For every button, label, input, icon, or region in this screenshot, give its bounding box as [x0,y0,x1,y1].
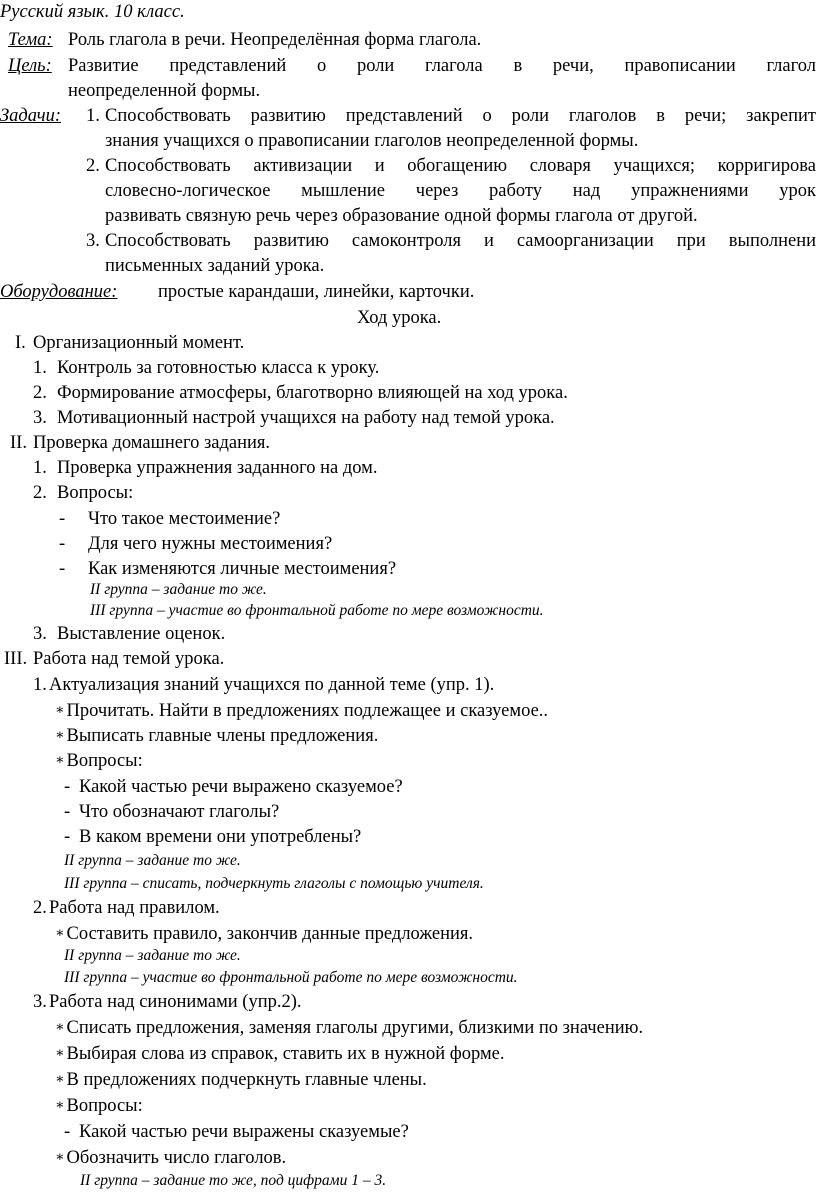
bullet-icon: ∗ [55,926,65,941]
bullet-icon: ∗ [55,1098,65,1113]
s3-p3-bullet-3: В предложениях подчеркнуть главные члены. [66,1070,427,1090]
s3-p3-title: Работа над синонимами (упр.2). [49,992,302,1012]
bullet-icon: ∗ [55,728,65,743]
dash-icon: - [64,802,71,822]
s3-p1-question-1: Какой частью речи выражено сказуемое? [79,777,403,797]
s3-p3-bullet-last: Обозначить число глаголов. [66,1148,287,1168]
task-2-line-1: Способствовать активизации и обогащению словаря учащихся; корригирова [105,156,816,176]
s3-p2-num: 2. [33,898,47,918]
s3-p2-note-1: II группа – задание то же. [64,947,241,964]
s1-item-3-text: Мотивационный настрой учащихся на работу над темой урока. [57,408,555,428]
bullet-icon: ∗ [55,1020,65,1035]
s3-p1-title: Актуализация знаний учащихся по данной теме (упр. 1). [49,675,495,695]
s3-p1-num: 1. [33,675,47,695]
s2-item-2-num: 2. [33,483,47,503]
section-1-num: I. [15,333,26,353]
s1-item-3-num: 3. [33,408,47,428]
s3-p2-bullet-1: Составить правило, закончив данные предложения. [66,924,474,944]
tasks-label: Задачи: [0,106,62,126]
s3-p1-question-2: Что обозначают глаголы? [79,802,280,822]
s3-p3-bullet-4: Вопросы: [66,1096,143,1116]
dash-icon: - [64,1122,71,1142]
s2-question-2: Для чего нужны местоимения? [88,534,333,554]
s2-item-1-text: Проверка упражнения заданного на дом. [57,458,378,478]
task-1-line-2: знания учащихся о правописании глаголов неопределенной формы. [105,131,639,151]
theme-label: Тема: [8,30,53,50]
section-2-title: Проверка домашнего задания. [33,433,271,453]
s3-p2-note-2: III группа – участие во фронтальной работе по мере возможности. [64,969,518,986]
s3-p1-bullet-2: Выписать главные члены предложения. [66,726,379,746]
bullet-icon: ∗ [55,1150,65,1165]
s3-p1-question-3: В каком времени они употреблены? [79,827,362,847]
s3-p3-question-1: Какой частью речи выражены сказуемые? [79,1122,409,1142]
task-2-num: 2. [86,156,100,176]
bullet-icon: ∗ [55,1072,65,1087]
section-3-title: Работа над темой урока. [33,649,225,669]
task-1-num: 1. [86,106,100,126]
s3-p3-bullet-2: Выбирая слова из справок, ставить их в нужной форме. [66,1044,505,1064]
s2-question-1: Что такое местоимение? [88,509,281,529]
s3-p1-note-1: II группа – задание то же. [64,852,241,869]
dash-icon: - [64,777,71,797]
bullet-icon: ∗ [55,703,65,718]
course-title: Русский язык. 10 класс. [0,2,185,22]
s2-question-3: Как изменяются личные местоимения? [88,559,397,579]
s2-item-3-num: 3. [33,624,47,644]
section-2-num: II. [10,433,27,453]
s1-item-2-text: Формирование атмосферы, благотворно влияющей на ход урока. [57,383,568,403]
s2-note-1: II группа – задание то же. [90,581,267,598]
task-3-num: 3. [86,231,100,251]
task-3-line-2: письменных заданий урока. [105,256,325,276]
s1-item-1-text: Контроль за готовностью класса к уроку. [57,358,380,378]
bullet-icon: ∗ [55,753,65,768]
dash-icon: - [64,827,71,847]
s2-item-1-num: 1. [33,458,47,478]
s3-p3-bullet-1: Списать предложения, заменяя глаголы другими, близкими по значению. [66,1018,644,1038]
s2-item-3-text: Выставление оценок. [57,624,226,644]
task-1-line-1: Способствовать развитию представлений о роли глаголов в речи; закрепит [105,106,816,126]
goal-line-1: Развитие представлений о роли глагола в речи, правописании глагол [68,56,816,76]
s3-p3-note-1: II группа – задание то же, под цифрами 1 – 3. [80,1172,387,1189]
s3-p3-num: 3. [33,992,47,1012]
section-3-num: III. [4,649,28,669]
equipment-text: простые карандаши, линейки, карточки. [158,282,475,302]
s1-item-2-num: 2. [33,383,47,403]
s1-item-1-num: 1. [33,358,47,378]
s3-p1-note-2: III группа – списать, подчеркнуть глаголы с помощью учителя. [64,875,484,892]
s3-p1-bullet-1: Прочитать. Найти в предложениях подлежащее и сказуемое.. [66,701,549,721]
s3-p2-title: Работа над правилом. [49,898,220,918]
equipment-label: Оборудование: [0,282,118,302]
s2-note-2: III группа – участие во фронтальной работе по мере возможности. [90,602,544,619]
section-1-title: Организационный момент. [33,333,245,353]
lesson-title: Ход урока. [357,308,442,328]
dash-icon: - [59,509,66,529]
theme-text: Роль глагола в речи. Неопределённая форма глагола. [68,30,482,50]
s3-p1-bullet-3: Вопросы: [66,751,143,771]
task-2-line-2: словесно-логическое мышление через работу над упражнениями урок [105,181,816,201]
dash-icon: - [59,534,66,554]
s2-item-2-text: Вопросы: [57,483,134,503]
bullet-icon: ∗ [55,1046,65,1061]
goal-line-2: неопределенной формы. [68,81,261,101]
task-2-line-3: развивать связную речь через образование одной формы глагола от другой. [105,206,698,226]
dash-icon: - [59,559,66,579]
goal-label: Цель: [8,56,52,76]
task-3-line-1: Способствовать развитию самоконтроля и самоорганизации при выполнени [105,231,816,251]
